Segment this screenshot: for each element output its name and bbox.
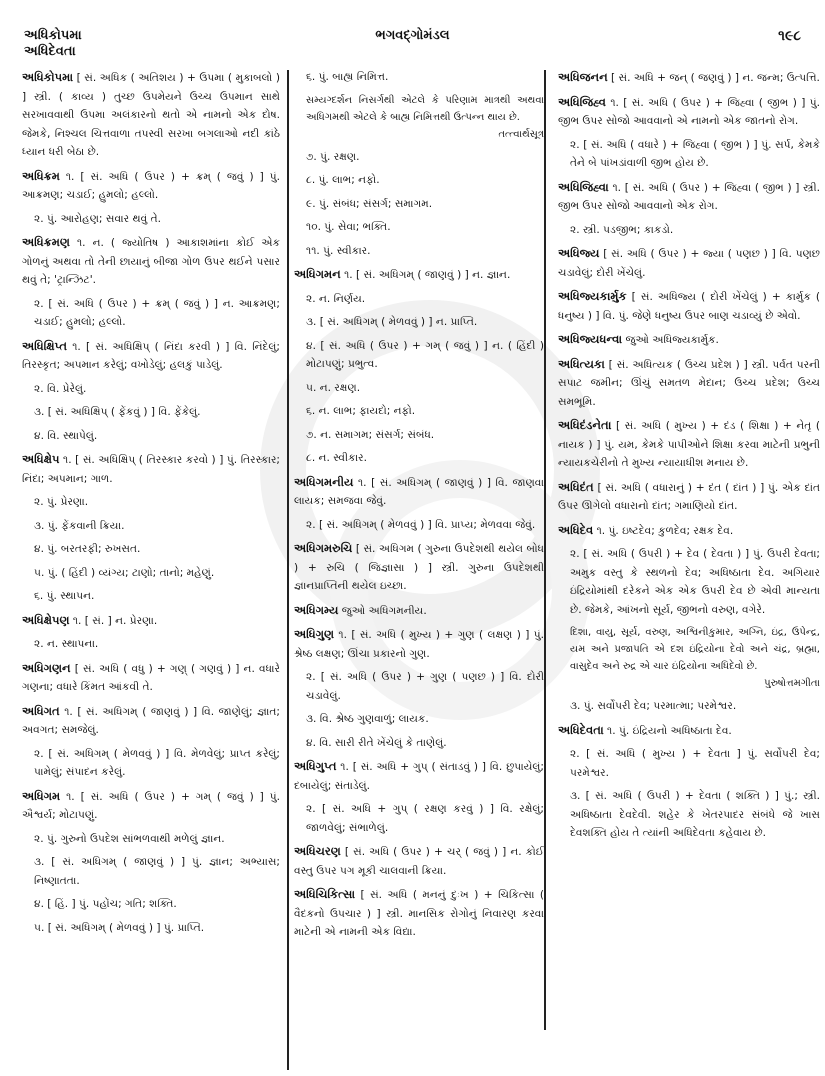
sub-sense: ૪. [ સં. અધિ ( ઉપર ) + ગમ્ ( જવું ) ] ન. ( હિંદી ) મોટાપણું; પ્રભુત્વ. xyxy=(306,339,544,370)
definition-text: ૧. [ સં. અધિ ( ઉપર ) + જિહ્વા ( જીભ ) ] પું. જીભ ઉપર સોજો આવવાનો એ નામનો એક જાતનો રોગ. xyxy=(558,96,820,127)
sub-sense: ૯. પું. સંબંધ; સંસર્ગ; સમાગમ. xyxy=(306,197,433,210)
guide-word-last: અધિદેવતા xyxy=(24,44,76,59)
headword: અધિજિહ્વા xyxy=(558,179,609,194)
sub-sense: ૨. વિ. પ્રેરેલું. xyxy=(34,382,87,395)
sub-sense: ૨. [ સં. અધિ ( ઉપર ) + ગુણ ( પણછ ) ] વિ. દોરી ચડાવેલું. xyxy=(306,671,544,702)
definition-text: ૧. [ સં. અધિગમ્ ( જાણવું ) ] વિ. જાણેલું; જ્ઞાત; અવગત; સમજેલું. xyxy=(22,705,280,736)
definition-text: [ સં. અધિક ( અતિશય ) + ઉપમા ( મુકાબલો ) ] સ્ત્રી. ( કાવ્ય ) તુચ્છ ઉપમેયને ઉચ્ચ ઉપમાન સાથે સરખાવવાથી ઉપમા અલંકારનો થતો એ નામનો એક દોષ. જેમકે, નિશ્ચલ ચિત્તવાળા તપસ્વી સરખા બગલાઓ નદી કાંઠે ધ્યાન ધરી બેઠા છે. xyxy=(22,72,280,158)
sub-sense: ૨. [ સં. અધિ ( વધારે ) + જિહ્વા ( જીભ ) ] પું. સર્પ, કેમકે તેને બે પાંખડાંવાળી જીભ હોય છે. xyxy=(570,138,820,169)
dictionary-entry xyxy=(22,167,280,205)
quote-source: તત્ત્વાર્થસૂત્ર xyxy=(498,128,544,140)
definition-text: [ સં. અધિ ( મુખ્ય ) + દંડ ( શિક્ષા ) + નેતૃ ( નાયક ) ] પું. યમ, કેમકે પાપીઓને શિક્ષા કરવા માટેની પ્રભુની ન્યાયકચેરીનો તે મુખ્ય ન્યાયાધીશ મનાય છે. xyxy=(558,420,820,469)
dictionary-entry xyxy=(558,521,820,541)
dictionary-entry xyxy=(22,702,280,740)
headword: અધિગણન xyxy=(22,660,71,675)
definition-text: ૧. [ સં. અધિ + ગુપ્ ( સંતાડવું ) ] વિ. છુપાયેલું; દબાયેલું; સંતાડેલું. xyxy=(294,761,544,792)
dictionary-entry xyxy=(294,625,544,663)
headword: અધિક્ષિપ્ત xyxy=(22,338,67,353)
dictionary-entry xyxy=(558,68,820,88)
dictionary-entry xyxy=(558,244,820,282)
sub-sense: ૨. [ સં. અધિગમ્ ( મેળવવું ) ] વિ. પ્રાપ્ય; મેળવવા જેવું. xyxy=(306,518,536,531)
book-title: ભગવદ્ગોમંડલ xyxy=(375,28,450,43)
dictionary-entry xyxy=(22,68,280,162)
headword: અધિદેવતા xyxy=(558,722,604,737)
definition-text: ૧. [ સં. અધિક્ષિપ્ ( નિંદા કરવી ) ] વિ. નિંદેલું; તિરસ્કૃત; અપમાન કરેલું; વખોડેલું; હલકું પાડેલું. xyxy=(22,340,280,371)
definition-text: ૧. [ સં. અધિક્ષિપ્ ( તિરસ્કાર કરવો ) ] પું. તિરસ્કાર; નિંદા; અપમાન; ગાળ. xyxy=(22,454,280,485)
definition-text: ૧. પું. ઇંદ્રિયનો અધિષ્ઠાતા દેવ. xyxy=(603,724,732,737)
sub-sense: ૬. ન. લાભ; ફાયદો; નફો. xyxy=(306,405,416,417)
dictionary-entry xyxy=(558,416,820,473)
column-2 xyxy=(294,68,544,1068)
sub-sense: ૨. સ્ત્રી. પડજીભ; કાકડો. xyxy=(570,223,674,236)
sub-sense: ૩. [ સં. અધિ ( ઉપરી ) + દેવતા ( શક્તિ ) ] પું.; સ્ત્રી. અધિષ્ઠાતા દેવદેવી. શહેર કે ખેતરપાદર સંબંધે જે ખાસ દેવશક્તિ હોય તે ત્યાંની અધિદેવતા કહેવાય છે. xyxy=(570,790,820,839)
definition-text: [ સં. અધિ ( વધુ ) + ગણ્ ( ગણવું ) ] ન. વધારે ગણના; વધારે કિંમત આંકવી તે. xyxy=(22,662,280,693)
dictionary-entry xyxy=(558,178,820,216)
definition-text: ૧. પું. ઇષ્ટદેવ; કુળદેવ; રક્ષક દેવ. xyxy=(593,524,734,537)
definition-text: ૧. [ સં. અધિ ( ઉપર ) + ક્રમ્ ( જવું ) ] પું. આક્રમણ; ચડાઈ; હુમલો; હલ્લો. xyxy=(22,170,280,201)
dictionary-entry xyxy=(294,842,544,880)
definition-text: [ સં. અધિ ( મનનું દુઃખ ) + ચિકિત્સા ( વૈદકનો ઉપચાર ) ] સ્ત્રી. માનસિક રોગોનું નિવારણ કરવા માટેની એ નામની એક વિદ્યા. xyxy=(294,889,544,938)
sub-sense: ૩. વિ. શ્રેષ્ઠ ગુણવાળું; લાયક. xyxy=(306,713,429,725)
sub-sense: ૩. [ સં. અધિગમ્ ( મેળવવું ) ] ન. પ્રાપ્તિ. xyxy=(306,316,478,328)
sub-sense: ૮. ન. સ્વીકાર. xyxy=(306,452,367,464)
column-1 xyxy=(22,68,280,1068)
headword: અધિગમરુચિ xyxy=(294,541,353,555)
sub-sense: ૨. પું. ગુરુનો ઉપદેશ સાંભળવાથી મળેલું જ્ઞાન. xyxy=(34,832,225,845)
sub-sense: ૩. પું. ફેંકવાની ક્રિયા. xyxy=(34,519,125,532)
definition-text: [ સં. અધિ ( ઉપર ) + જ્યા ( પણછ ) ] વિ. પણછ ચડાવેલું; દોરી ખેંચેલું. xyxy=(558,248,820,279)
headword: અધિગમનીય xyxy=(294,474,354,489)
definition-text: ૧. [ સં. અધિગમ્ ( જાણવું ) ] વિ. જાણવા લાયક; સમજવા જેવું. xyxy=(294,476,544,507)
dictionary-entry xyxy=(22,611,280,631)
dictionary-entry xyxy=(294,601,544,621)
sub-sense: ૨. [ સં. અધિ ( ઉપરી ) + દેવ ( દેવતા ) ] પું. ઉપરી દેવતા; અમુક વસ્તુ કે સ્થળનો દેવ; અધિષ્ઠાતા દેવ. અગિયાર ઇંદ્રિયોમાંથી દરેકને એક એક ઉપરી દેવ છે એવી માન્યતા છે. જેમકે, આંખનો સૂર્ય, જીભનો વરુણ, વગેરે. xyxy=(570,548,820,616)
dictionary-entry xyxy=(22,450,280,488)
column-3 xyxy=(558,68,820,1068)
page-header xyxy=(24,28,801,64)
citation-quote xyxy=(294,92,544,143)
page-number: ૧૯૮ xyxy=(778,28,801,44)
sub-sense: ૩. [ સં. અધિક્ષિપ્ ( ફેંકવું ) ] વિ. ફેંકેલું. xyxy=(34,406,201,418)
headword: અધિગમન xyxy=(294,267,341,281)
headword: અધિગત xyxy=(22,703,60,718)
headword: અધિજ્યધન્વા xyxy=(558,332,623,346)
dictionary-entry xyxy=(294,539,544,596)
sub-sense: ૪. [ હિં. ] પું. પહોંચ; ગતિ; શક્તિ. xyxy=(34,898,177,910)
quote-text: સમ્યગ્દર્શન નિસર્ગથી એટલે કે પરિણામ માત્રથી અથવા અધિગમથી એટલે કે બાહ્ય નિમિત્તથી ઉત્પન્ન થાય છે. xyxy=(306,94,544,123)
dictionary-entry xyxy=(558,287,820,325)
headword: અધિદંત xyxy=(558,479,594,494)
definition-text: જુઓ અધિજ્યકાર્મુક. xyxy=(622,334,719,346)
sub-sense: ૧૦. પું. સેવા; ભક્તિ. xyxy=(306,221,391,233)
dictionary-entry xyxy=(294,885,544,942)
dictionary-entry xyxy=(294,265,544,285)
guide-word-first: અધિકોપમા xyxy=(24,28,82,43)
sub-sense: ૪. વિ. સ્થાપેલું. xyxy=(34,429,98,442)
headword: અધિકોપમા xyxy=(22,70,74,84)
definition-text: ૧. [ સં. અધિ ( મુખ્ય ) + ગુણ ( લક્ષણ ) ] પું. શ્રેષ્ઠ લક્ષણ; ઊંચા પ્રકારનો ગુણ. xyxy=(294,629,544,660)
sub-sense: ૭. ન. સમાગમ; સંસર્ગ; સંબંધ. xyxy=(306,428,435,441)
definition-text: ૧. [ સં. અધિગમ્ ( જાણવું ) ] ન. જ્ઞાન. xyxy=(340,269,511,281)
definition-text: ૧. [ સં. ] ન. પ્રેરણા. xyxy=(69,614,158,627)
dictionary-entry xyxy=(22,233,280,290)
headword: અધિગમ xyxy=(22,788,61,803)
dictionary-entry xyxy=(22,337,280,375)
headword: અધિજ્ય xyxy=(558,246,600,260)
dictionary-entry xyxy=(558,355,820,412)
dictionary-entry xyxy=(558,478,820,516)
dictionary-entry xyxy=(558,93,820,131)
headword: અધિક્ષેપણ xyxy=(22,612,70,627)
headword: અધિક્રમણ xyxy=(22,235,70,249)
headword: અધિદેવ xyxy=(558,522,594,537)
dictionary-entry xyxy=(22,659,280,697)
headword: અધિગુપ્ત xyxy=(294,759,337,773)
definition-text: જુઓ અધિગમનીય. xyxy=(338,604,427,617)
dictionary-entry xyxy=(294,473,544,511)
definition-text: ૧. [ સં. અધિ ( ઉપર ) + જિહ્વા ( જીભ ) ] સ્ત્રી. જીભ ઉપર સોજો આવવાનો એક રોગ. xyxy=(558,181,820,212)
sub-sense: ૨. ન. સ્થાપના. xyxy=(34,638,99,650)
headword: અધિક્ષેપ xyxy=(22,452,60,466)
sub-sense: ૬. પું. સ્થાપન. xyxy=(34,590,95,602)
definition-text: [ સં. અધિ ( વધારાનું ) + દંત ( દાંત ) ] પું. એક દાંત ઉપર ઊગેલો વધારાનો દાંત; ગમાણિયો દાંત. xyxy=(558,481,820,512)
quote-text: દિશા, વાયુ, સૂર્ય, વરુણ, અશ્વિનીકુમાર, અગ્નિ, ઇંદ્ર, ઉપેન્દ્ર, યમ અને પ્રજાપતિ એ દશ ઇંદ્રિયોના દેવો અને ચંદ્ર, બ્રહ્મા, વાસુદેવ અને રુદ્ર એ ચાર ઇંદ્રિયોના અધિદેવો છે. xyxy=(570,627,820,672)
citation-quote xyxy=(558,624,820,692)
dictionary-body xyxy=(22,68,820,1068)
definition-text: [ સં. અધિ + જન્ ( જણવું ) ] ન. જન્મ; ઉત્પત્તિ. xyxy=(607,72,820,84)
sub-sense: ૨. [ સં. અધિ ( ઉપર ) + ક્રમ્ ( જવું ) ] ન. આક્રમણ; ચડાઈ; હુમલો; હલ્લો. xyxy=(34,297,280,328)
dictionary-entry xyxy=(22,787,280,825)
sub-sense: ૨. [ સં. અધિ + ગુપ્ ( રક્ષણ કરવું ) ] વિ. રક્ષેલું; જાળવેલું; સંભાળેલું. xyxy=(306,803,544,834)
headword: અધિત્યકા xyxy=(558,356,605,371)
sub-sense: ૨. પું. પ્રેરણા. xyxy=(34,496,89,508)
definition-text: [ સં. અધિજ્ય ( દોરી ખેંચેલું ) + કાર્મુક ( ધનુષ્ય ) ] વિ. પું. જેણે ધનુષ્ય ઉપર બાણ ચડાવ્યું છે એવો. xyxy=(558,291,820,322)
sub-sense: ૬. પું. બાહ્ય નિમિત્ત. xyxy=(306,71,389,83)
sub-sense: ૨. ન. નિર્ણય. xyxy=(306,292,366,305)
sub-sense: ૫. ન. રક્ષણ. xyxy=(306,381,361,394)
definition-text: [ સં. અધિગમ ( ગુરુના ઉપદેશથી થયેલ બોધ ) + રુચિ ( જિજ્ઞાસા ) ] સ્ત્રી. ગુરુના ઉપદેશથી જ્ઞાનપ્રાપ્તિની થયેલ ઇચ્છા. xyxy=(294,543,544,592)
dictionary-entry xyxy=(558,721,820,741)
sub-sense: ૫. [ સં. અધિગમ્ ( મેળવવું ) ] પું. પ્રાપ્તિ. xyxy=(34,921,205,934)
definition-text: ૧. [ સં. અધિ ( ઉપર ) + ગમ્ ( જવું ) ] પું. ઐશ્વર્ય; મોટાપણું. xyxy=(22,790,280,821)
sub-sense: ૫. પું. ( હિંદી ) વ્યંગ્ય; ટાણો; તાનો; મહેણું. xyxy=(34,566,215,579)
dictionary-entry xyxy=(294,757,544,795)
headword: અધિજનન xyxy=(558,70,608,84)
sub-sense: ૨. [ સં. અધિગમ્ ( મેળવવું ) ] વિ. મેળવેલું; પ્રાપ્ત કરેલું; પામેલું; સંપાદન કરેલું. xyxy=(34,747,280,778)
sub-sense: ૩. [ સં. અધિગમ્ ( જાણવું ) ] પું. જ્ઞાન; અભ્યાસ; નિષ્ણાતતા. xyxy=(34,856,280,887)
sub-sense: ૭. પું. રક્ષણ. xyxy=(306,150,360,163)
definition-text: [ સં. અધિત્યક ( ઉચ્ચ પ્રદેશ ) ] સ્ત્રી. પર્વત પરની સપાટ જમીન; ઊંચું સમતળ મેદાન; ઉચ્ચ પ્રદેશ; ઉચ્ચ સમભૂમિ. xyxy=(558,358,820,408)
dictionary-entry xyxy=(558,330,820,350)
sub-sense: ૩. પું. સર્વોપરી દેવ; પરમાત્મા; પરમેશ્વર. xyxy=(570,700,737,712)
sub-sense: ૨. પું. આરોહણ; સવાર થવું તે. xyxy=(34,212,161,225)
headword: અધિચરણ xyxy=(294,844,341,858)
quote-source: પુરુષોત્તમગીતા xyxy=(764,678,820,689)
headword: અધિદંડનેતા xyxy=(558,418,612,432)
headword: અધિજ્યકાર્મુક xyxy=(558,289,627,303)
definition-text: ૧. ન. ( જ્યોતિષ ) આકાશમાંના કોઈ એક ગોળનું અથવા તો તેની છાયાનું બીજા ગોળ ઉપર થઈને પસાર થવું તે; 'ટ્રાન્ઝિટ'. xyxy=(22,237,280,286)
headword: અધિગુણ xyxy=(294,627,335,641)
headword: અધિક્રમ xyxy=(22,168,60,183)
headword: અધિજિહ્વ xyxy=(558,94,606,109)
definition-text: [ સં. અધિ ( ઉપર ) + ચર્ ( જવું ) ] ન. કોઈ વસ્તુ ઉપર પગ મૂકી ચાલવાની ક્રિયા. xyxy=(294,846,544,877)
headword: અધિચિકિત્સા xyxy=(294,887,356,901)
sub-sense: ૪. વિ. સારી રીતે ખેંચેલું કે તાણેલું. xyxy=(306,736,447,749)
headword: અધિગમ્ય xyxy=(294,602,339,617)
sub-sense: ૨. [ સં. અધિ ( મુખ્ય ) + દેવતા ] પું. સર્વોપરી દેવ; પરમેશ્વર. xyxy=(570,748,820,779)
sub-sense: ૮. પું. લાભ; નફો. xyxy=(306,174,380,186)
sub-sense: ૪. પું. બરતરફી; રુખસત. xyxy=(34,543,141,555)
sub-sense: ૧૧. પું. સ્વીકાર. xyxy=(306,244,371,257)
